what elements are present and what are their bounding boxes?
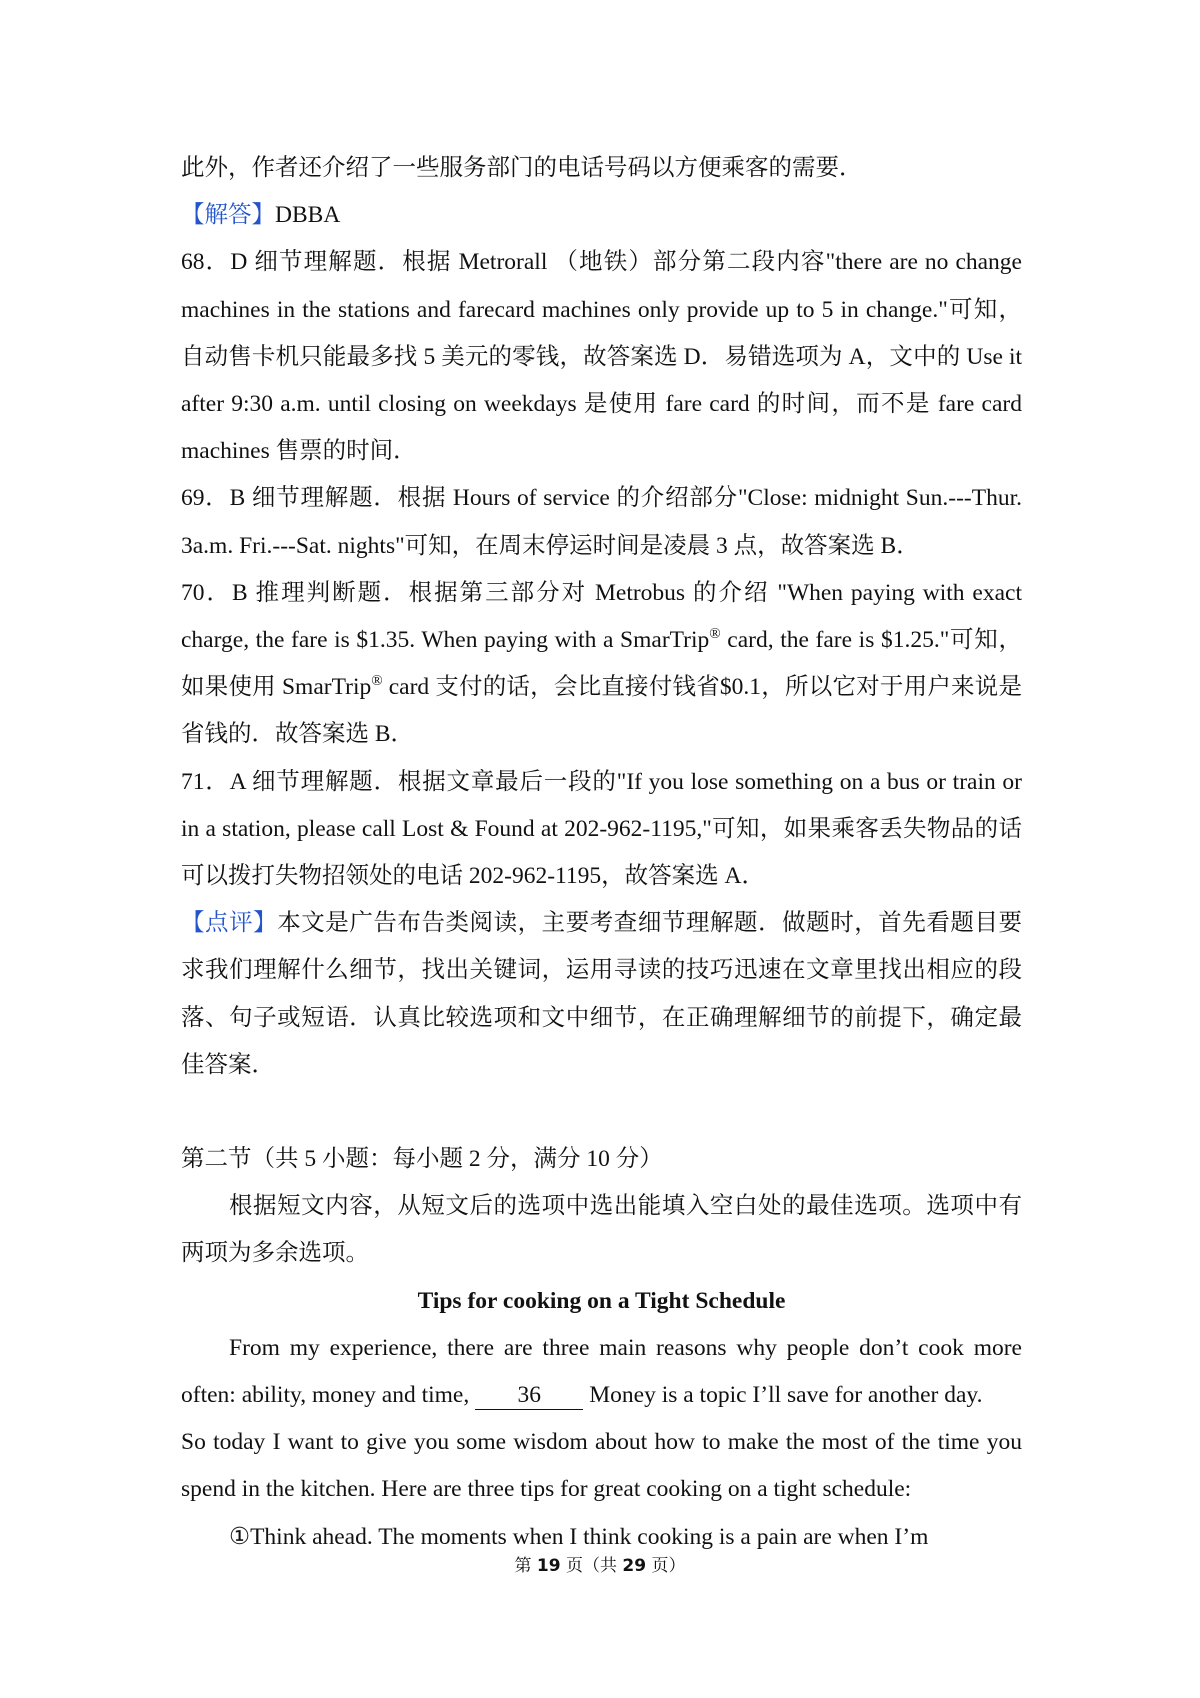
q70-text-3: card 支付的话，会比直接付钱省$0.1，所以它对于用户来说是省钱的．故答案选 B． [181, 674, 1022, 748]
answer-text: DBBA [275, 202, 341, 229]
total-pages-number: 29 [622, 1556, 647, 1576]
page-content [181, 145, 1022, 1561]
current-page-number: 19 [536, 1556, 561, 1576]
page-footer [0, 1551, 1200, 1576]
footer-middle: 页（共 [560, 1556, 623, 1576]
passage-text-after-blank: Money is a topic I’ll save for another day. [589, 1382, 983, 1409]
footer-prefix: 第 [514, 1556, 537, 1576]
section-heading: 第二节（共 5 小题：每小题 2 分，满分 10 分） [181, 1146, 663, 1173]
passage-tip-1: ①Think ahead. The moments when I think cooking is a pain are when I’m [229, 1523, 929, 1550]
comment-tag: 【点评】 [181, 910, 278, 937]
section-instructions: 根据短文内容，从短文后的选项中选出能填入空白处的最佳选项。选项中有两项为多余选项。 [181, 1193, 1022, 1267]
q70-text-1: 70．B 推理判断题．根据第三部分对 Metrobus 的介绍 "When paying with exact charge, the fare is $1.35. When paying with a SmarTrip [181, 579, 1022, 654]
comment-paragraph [181, 900, 1022, 1089]
intro-paragraph: 此外，作者还介绍了一些服务部门的电话号码以方便乘客的需要． [181, 155, 863, 181]
comment-text: 本文是广告布告类阅读，主要考查细节理解题．做题时，首先看题目要求我们理解什么细节，找出关键词，运用寻读的技巧迅速在文章里找出相应的段落、句子或短语．认真比较选项和文中细节，在正确理解细节的前提下，确定最佳答案． [181, 910, 1023, 1078]
footer-suffix: 页） [646, 1556, 686, 1576]
passage-paragraph-1 [181, 1325, 1022, 1419]
passage-paragraph-2: So today I want to give you some wisdom about how to make the most of the time you spend in the kitchen. Here are three tips for great cooking on a tight schedule: [181, 1429, 1022, 1503]
registered-mark: ® [371, 673, 383, 690]
answer-blank-36: 36 [475, 1381, 583, 1410]
passage-text-before-blank: From my experience, there are three main reasons why people don’t cook more often: ability, money and time, [181, 1334, 1022, 1409]
section-gap [181, 1089, 1022, 1136]
registered-mark: ® [709, 626, 721, 643]
explanation-69: 69．B 细节理解题．根据 Hours of service 的介绍部分"Close: midnight Sun.---Thur. 3a.m. Fri.---Sat. nights"可知，在周末停运时间是凌晨 3 点，故答案选 B． [181, 485, 1022, 559]
q70-text-2: card, the fare is $1.25."可知，如果使用 SmarTrip [181, 627, 1022, 701]
answer-tag: 【解答】 [181, 202, 275, 229]
passage-title: Tips for cooking on a Tight Schedule [417, 1287, 786, 1314]
answer-line [181, 192, 1022, 239]
explanation-71: 71．A 细节理解题．根据文章最后一段的"If you lose something on a bus or train or in a station, please call Lost & Found at 202-962-1195,"可知，如果乘客丢失物品的话可以拨打失物招领处的电话 202-962-1195，故答案选 A． [181, 768, 1022, 890]
explanation-70 [181, 570, 1022, 759]
explanation-68: 68．D 细节理解题．根据 Metrorall （地铁）部分第二段内容"there are no change machines in the stations and farecard machines only provide up to 5 in change."可知，自动售卡机只能最多找 5 美元的零钱，故答案选 D．易错选项为 A，文中的 Use it after 9:30 a.m. until closing on weekdays 是使用 fare card 的时间，而不是 fare card machines 售票的时间． [181, 249, 1022, 465]
